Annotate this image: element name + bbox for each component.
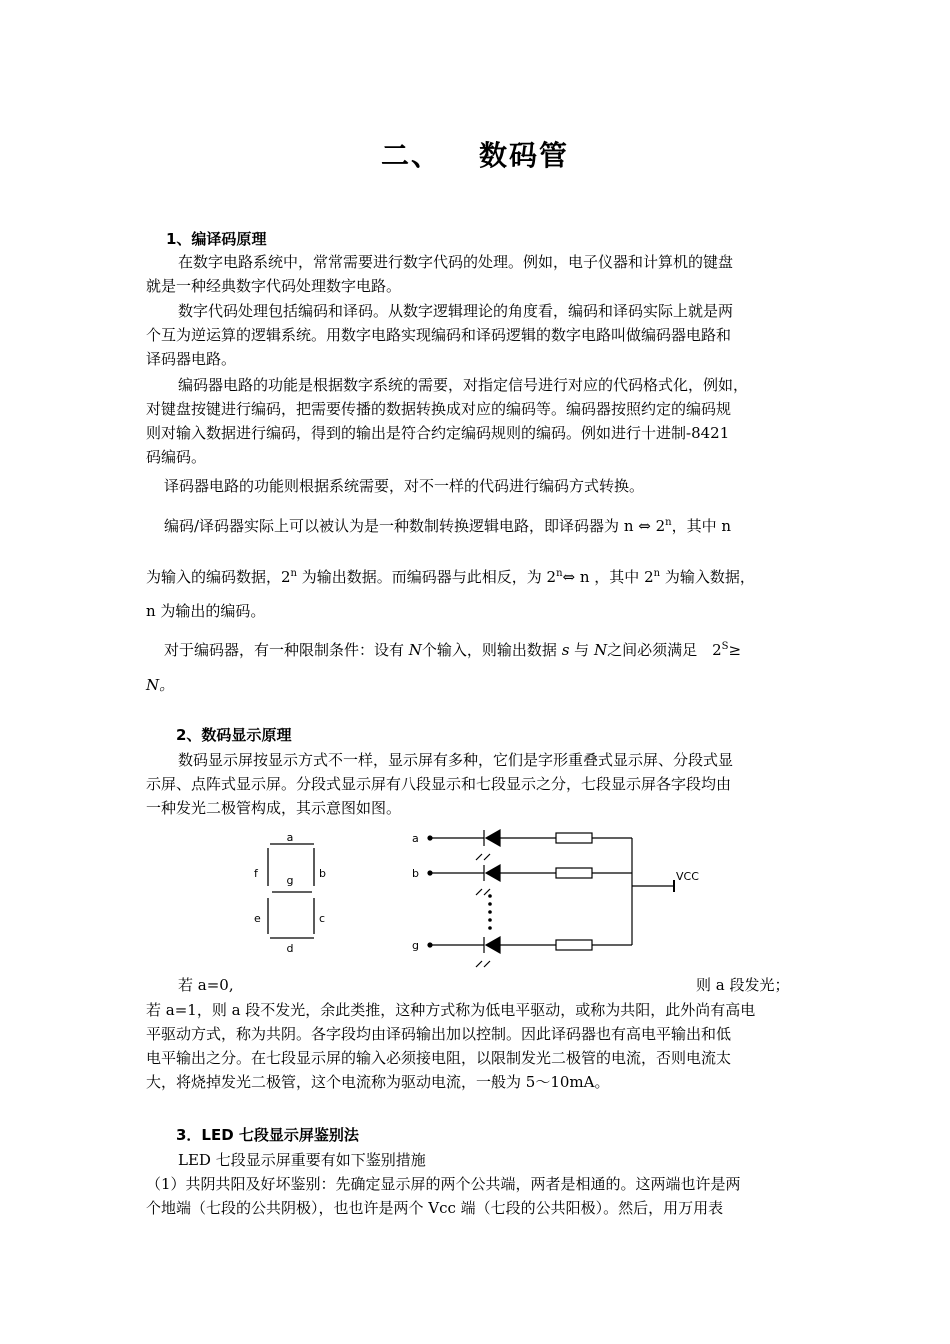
light-arrow (476, 854, 482, 860)
ellipsis-dot (488, 926, 492, 930)
s2-paragraph-1 (146, 748, 733, 820)
text-line: 示屏、点阵式显示屏。分段式显示屏有八段显示和七段显示之分，七段显示屏各字段均由 (146, 775, 732, 793)
superscript: n (665, 517, 672, 528)
text-line: 数码显示屏按显示方式不一样，显示屏有多种，它们是字形重叠式显示屏、分段式显 (178, 751, 734, 769)
text-line: 数字代码处理包括编码和译码。从数字逻辑理论的角度看，编码和译码实际上就是两 (178, 302, 734, 320)
text-run: 为输出数据。而编码器与此相反，为 2 (297, 568, 557, 586)
formula-line-2 (146, 565, 755, 589)
variable-n: N (408, 641, 422, 659)
text-run: 与 (569, 641, 594, 659)
section-1-heading: 1、编译码原理 (166, 230, 267, 248)
constraint-line-2: N。 (146, 676, 175, 694)
text-line: 就是一种经典数字代码处理数字电路。 (146, 277, 402, 295)
light-arrow (484, 854, 490, 860)
text-line: 一种发光二极管构成，其示意图如图。 (146, 799, 402, 817)
led-diode-b (486, 865, 500, 881)
section-2-heading: 2、数码显示原理 (176, 726, 292, 744)
segment-label-a: a (286, 831, 294, 844)
s2-paragraph-2-start: 若 a=0, (178, 976, 234, 994)
ellipsis-dot (488, 894, 492, 898)
segment-label-e: e (254, 912, 261, 925)
variable-s: s (561, 641, 570, 659)
led-diode-a (486, 830, 500, 846)
text-run: 对于编码器，有一种限制条件：设有 (164, 641, 409, 659)
text-line: 电平输出之分。在七段显示屏的输入必须接电阻，以限制发光二极管的电流，否则电流太 (146, 1049, 732, 1067)
ellipsis-dot (488, 918, 492, 922)
s1-paragraph-2 (146, 299, 733, 371)
input-terminal-b (428, 871, 432, 875)
title-main: 数码管 (479, 139, 570, 172)
ellipsis-dot (488, 902, 492, 906)
seven-segment-diagram (248, 828, 336, 956)
title-prefix: 二、 (380, 139, 441, 172)
formula-line-3: n 为输出的编码。 (146, 602, 266, 620)
input-terminal-g (428, 943, 432, 947)
input-terminal-a (428, 836, 432, 840)
segment-label-g: g (286, 874, 294, 887)
page-title (0, 134, 950, 174)
superscript: n (653, 568, 661, 579)
resistor-g (556, 940, 592, 950)
segment-label-c: c (319, 912, 326, 925)
text-run: 2 (650, 517, 666, 535)
text-line: 码编码。 (146, 448, 207, 466)
s1-paragraph-3 (146, 373, 748, 469)
vcc-label: VCC (676, 870, 699, 883)
superscript: n (290, 568, 297, 579)
text-line: 平驱动方式，称为共阴。各字段均由译码输出加以控制。因此译码器也有高电平输出和低 (146, 1025, 732, 1043)
input-label-b: b (412, 867, 419, 880)
s3-paragraph-2 (146, 1172, 741, 1220)
segment-label-d: d (286, 942, 294, 955)
text-line: 在数字电路系统中，常常需要进行数字代码的处理。例如，电子仪器和计算机的键盘 (178, 253, 734, 271)
segment-label-f: f (254, 867, 258, 880)
light-arrow (476, 889, 482, 895)
s1-paragraph-4: 译码器电路的功能则根据系统需要，对不一样的代码进行编码方式转换。 (164, 477, 645, 495)
text-run: ，其中 n (671, 517, 732, 535)
text-run: 为输入的编码数据，2 (146, 568, 291, 586)
variable-n: N (593, 641, 608, 659)
s2-paragraph-2-end: 则 a 段发光； (696, 976, 790, 994)
text-line: 个互为逆运算的逻辑系统。用数字电路实现编码和译码逻辑的数字电路叫做编码器电路和 (146, 326, 732, 344)
text-run: ≥ (728, 641, 742, 659)
s3-paragraph-1: LED 七段显示屏重要有如下鉴别措施 (178, 1151, 426, 1169)
input-label-a: a (412, 832, 419, 845)
light-arrow (476, 961, 482, 967)
equivalence-arrow: ⇔ (638, 517, 651, 535)
text-line: 个地端（七段的公共阴极），也也许是两个 Vcc 端（七段的公共阳极）。然后，用万用表 (146, 1199, 724, 1217)
section-3-heading: 3．LED 七段显示屏鉴别法 (176, 1126, 359, 1144)
text-line: 若 a=1，则 a 段不发光，余此类推，这种方式称为低电平驱动，或称为共阳，此外尚有高电 (146, 1001, 756, 1019)
light-arrow (484, 889, 490, 895)
formula-line-1 (164, 514, 731, 538)
led-circuit-diagram (406, 826, 706, 976)
text-run: 编码/译码器实际上可以被认为是一种数制转换逻辑电路，即译码器为 n (164, 517, 639, 535)
text-line: 译码器电路。 (146, 350, 237, 368)
text-line: 编码器电路的功能是根据数字系统的需要，对指定信号进行对应的代码格式化，例如， (178, 376, 749, 394)
ellipsis-dot (488, 910, 492, 914)
superscript: S (721, 641, 729, 652)
text-run: ⇔ n ，其中 2 (562, 568, 654, 586)
text-line: 则对输入数据进行编码，得到的输出是符合约定编码规则的编码。例如进行十进制-8421 (146, 424, 730, 442)
light-arrow (484, 961, 490, 967)
text-line: 对键盘按键进行编码，把需要传播的数据转换成对应的编码等。编码器按照约定的编码规 (146, 400, 732, 418)
resistor-a (556, 833, 592, 843)
resistor-b (556, 868, 592, 878)
constraint-line-1 (164, 638, 741, 662)
text-run: 之间必须满足 2 (607, 641, 722, 659)
led-diode-g (486, 937, 500, 953)
text-line: （1）共阴共阳及好坏鉴别：先确定显示屏的两个公共端，两者是相通的。这两端也许是两 (146, 1175, 741, 1193)
s2-paragraph-3 (146, 998, 755, 1094)
segment-label-b: b (319, 867, 326, 880)
text-line: 大，将烧掉发光二极管，这个电流称为驱动电流，一般为 5～10mA。 (146, 1073, 610, 1091)
s1-paragraph-1 (146, 250, 733, 298)
text-run: 个输入，则输出数据 (421, 641, 562, 659)
input-label-g: g (412, 939, 419, 952)
superscript: n (556, 568, 563, 579)
text-run: 为输入数据， (660, 568, 755, 586)
